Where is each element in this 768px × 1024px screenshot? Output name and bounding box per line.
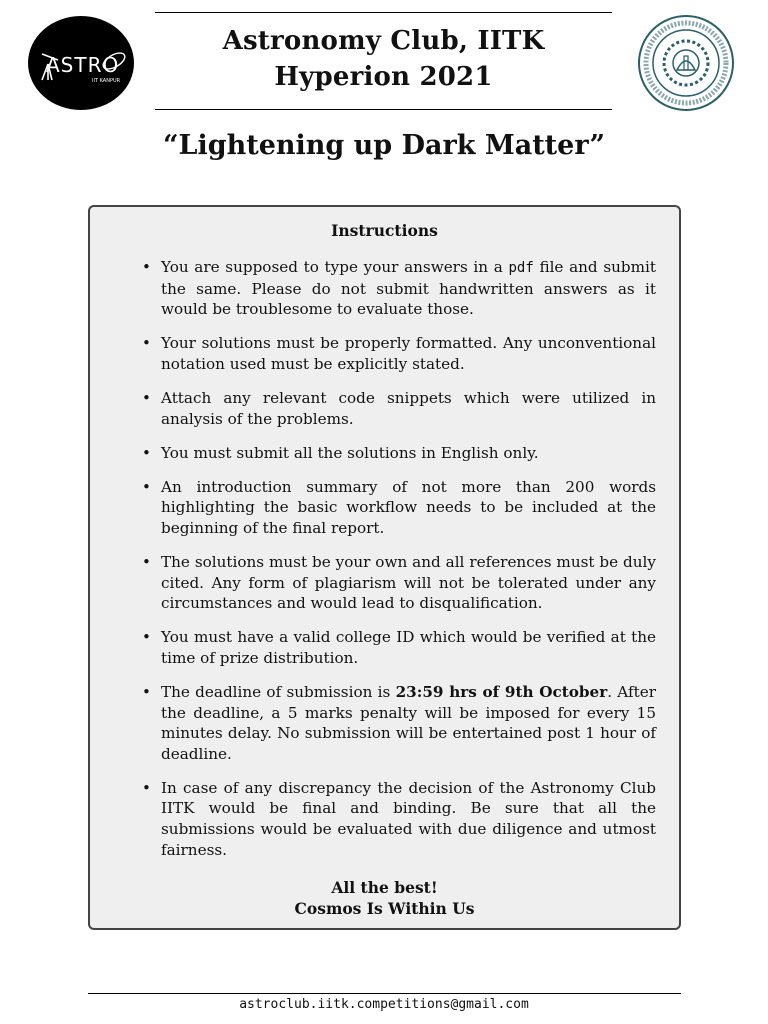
bullet-icon: • [142,778,151,797]
list-item: • You are supposed to type your answers in a pdf file and submit the same. Please do not submit handwritten answers as it would be troublesome to evaluate those. [142,258,656,319]
closing-line-1: All the best! [331,878,438,897]
astro-logo-subtext: IIT KANPUR [92,78,121,84]
header-title: Astronomy Club, IITK [222,26,545,56]
list-item: • You must submit all the solutions in English only. [142,443,539,462]
closing-line-2: Cosmos Is Within Us [294,899,475,918]
list-item: • In case of any discrepancy the decision of the Astronomy Club IITK would be final and binding. Be sure that all the submissions would be evaluated with due diligence and utmost fairness. [142,778,656,859]
list-item: • You must have a valid college ID which would be verified at the time of prize distribution. [142,628,656,667]
footer-divider [88,993,681,994]
bullet-icon: • [142,388,151,407]
header-title-block [155,12,612,110]
header-event: Hyperion 2021 [274,62,493,92]
bullet-icon: • [142,443,151,462]
bullet-icon: • [142,628,151,647]
deadline-text: 23:59 hrs of 9th October [395,683,608,701]
pdf-code: pdf [508,260,534,276]
list-item: • The solutions must be your own and all references must be duly cited. Any form of plagiarism will not be tolerated under any circumstances and would lead to disqualification. [142,553,656,613]
astro-club-logo-icon [28,16,134,110]
astro-logo-text: ASTRO [46,53,120,77]
list-item: • Attach any relevant code snippets which were utilized in analysis of the problems. [142,388,656,428]
competition-title: “Lightening up Dark Matter” [162,130,606,161]
bullet-icon: • [142,477,151,496]
bullet-icon: • [142,258,151,276]
list-item: • An introduction summary of not more than 200 words highlighting the basic workflow needs to be included at the beginning of the final report. [142,477,656,537]
closing-message [90,877,679,919]
astro-club-logo [28,16,134,110]
list-item: • Your solutions must be properly formatted. Any unconventional notation used must be explicitly stated. [142,334,656,373]
list-item: • The deadline of submission is 23:59 hrs of 9th October. After the deadline, a 5 marks penalty will be imposed for every 15 minutes delay. No submission will be entertained post 1 hour of deadline. [142,683,656,763]
instructions-heading: Instructions [331,221,438,240]
bullet-icon: • [142,553,151,572]
bullet-icon: • [142,683,151,701]
iit-kanpur-seal [637,14,735,112]
contact-email: astroclub.iitk.competitions@gmail.com [239,997,529,1012]
instructions-box [88,205,681,930]
seal-icon [637,14,735,112]
instructions-list [142,257,656,874]
bullet-icon: • [142,334,151,353]
